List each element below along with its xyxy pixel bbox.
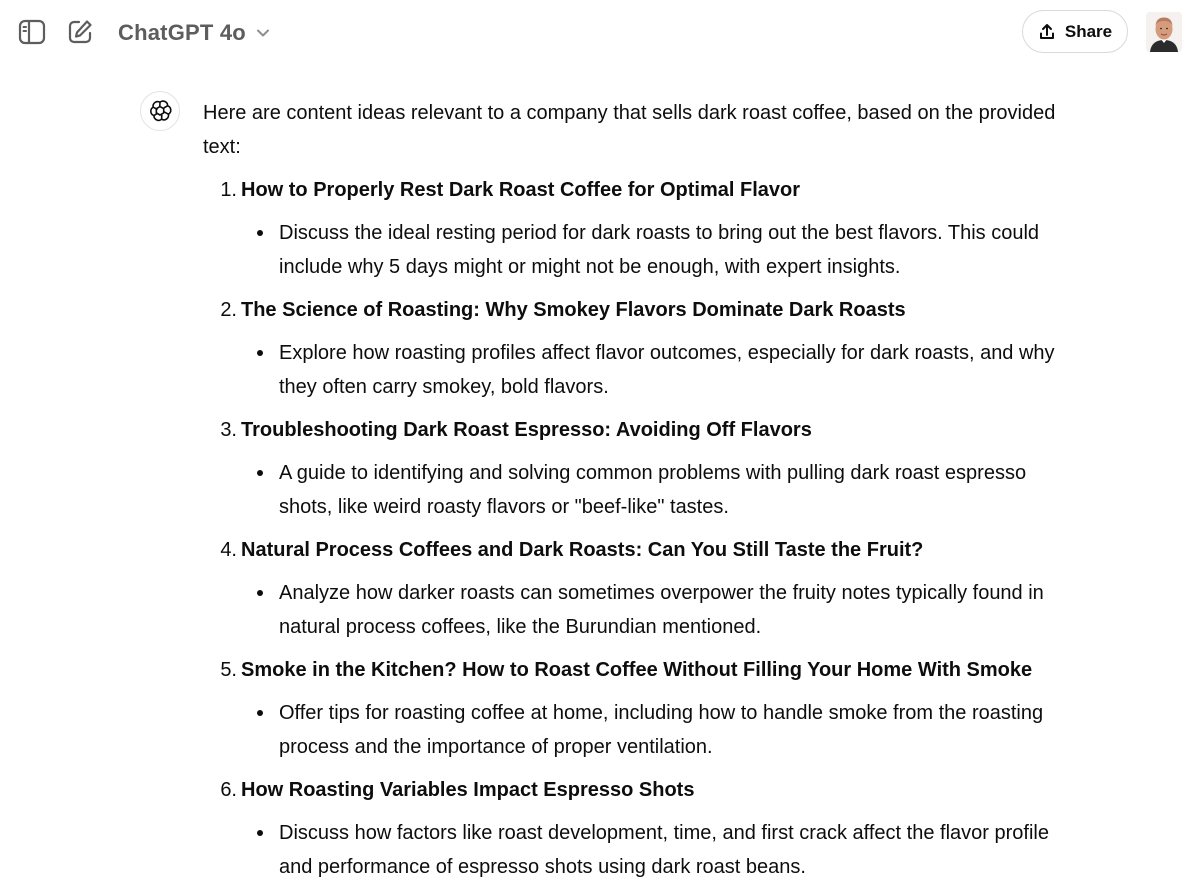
assistant-message [203, 96, 1063, 893]
item-title: The Science of Roasting: Why Smokey Flavors Dominate Dark Roasts [241, 299, 906, 321]
item-number: 2. [220, 299, 237, 321]
chevron-down-icon [256, 28, 270, 38]
item-title: How to Properly Rest Dark Roast Coffee for Optimal Flavor [241, 179, 800, 201]
item-number: 4. [220, 539, 237, 561]
item-bullet [279, 336, 1063, 404]
item-detail: Explore how roasting profiles affect flavor outcomes, especially for dark roasts, and why they often carry smokey, bold flavors. [279, 342, 1055, 398]
new-chat-button[interactable] [62, 14, 98, 50]
upload-icon [1038, 23, 1056, 41]
list-item [203, 653, 1063, 764]
sidebar-toggle-icon [18, 19, 46, 45]
list-item [203, 173, 1063, 284]
list-item [203, 533, 1063, 644]
item-title: Smoke in the Kitchen? How to Roast Coffee Without Filling Your Home With Smoke [241, 659, 1033, 681]
item-detail: Discuss the ideal resting period for dark roasts to bring out the best flavors. This could include why 5 days might or might not be enough, with expert insights. [279, 222, 1040, 278]
item-bullet [279, 456, 1063, 524]
item-number: 5. [220, 659, 237, 681]
item-detail: A guide to identifying and solving common problems with pulling dark roast espresso shots, like weird roasty flavors or "beef-like" tastes. [279, 462, 1027, 518]
item-number: 1. [220, 179, 237, 201]
model-selector[interactable] [118, 15, 270, 51]
assistant-avatar [140, 91, 180, 131]
bullet-icon [257, 350, 263, 356]
message-intro: Here are content ideas relevant to a company that sells dark roast coffee, based on the provided text: [203, 102, 1056, 158]
bullet-icon [257, 590, 263, 596]
item-detail: Discuss how factors like roast development, time, and first crack affect the flavor profile and performance of espresso shots using dark roast beans. [279, 822, 1049, 878]
item-number: 6. [220, 779, 237, 801]
item-bullet [279, 576, 1063, 644]
openai-logo-icon [148, 99, 172, 123]
bullet-icon [257, 710, 263, 716]
bullet-icon [257, 470, 263, 476]
list-item [203, 293, 1063, 404]
share-label: Share [1064, 21, 1113, 41]
item-bullet [279, 216, 1063, 284]
item-number: 3. [220, 419, 237, 441]
share-button[interactable] [1022, 10, 1128, 53]
edit-icon [66, 18, 94, 46]
item-title: How Roasting Variables Impact Espresso Shots [241, 779, 695, 801]
sidebar-toggle-button[interactable] [14, 14, 50, 50]
user-avatar[interactable] [1146, 12, 1182, 52]
user-avatar-image [1146, 12, 1182, 52]
item-detail: Offer tips for roasting coffee at home, including how to handle smoke from the roasting process and the importance of proper ventilation. [279, 702, 1044, 758]
item-bullet [279, 696, 1063, 764]
item-bullet [279, 816, 1063, 884]
item-title: Natural Process Coffees and Dark Roasts: Can You Still Taste the Fruit? [241, 539, 924, 561]
item-detail: Analyze how darker roasts can sometimes overpower the fruity notes typically found in natural process coffees, like the Burundian mentioned. [279, 582, 1044, 638]
top-bar [0, 0, 1200, 66]
list-item [203, 773, 1063, 884]
bullet-icon [257, 830, 263, 836]
model-name: ChatGPT 4o [118, 20, 246, 45]
bullet-icon [257, 230, 263, 236]
list-item [203, 413, 1063, 524]
item-title: Troubleshooting Dark Roast Espresso: Avoiding Off Flavors [241, 419, 812, 441]
